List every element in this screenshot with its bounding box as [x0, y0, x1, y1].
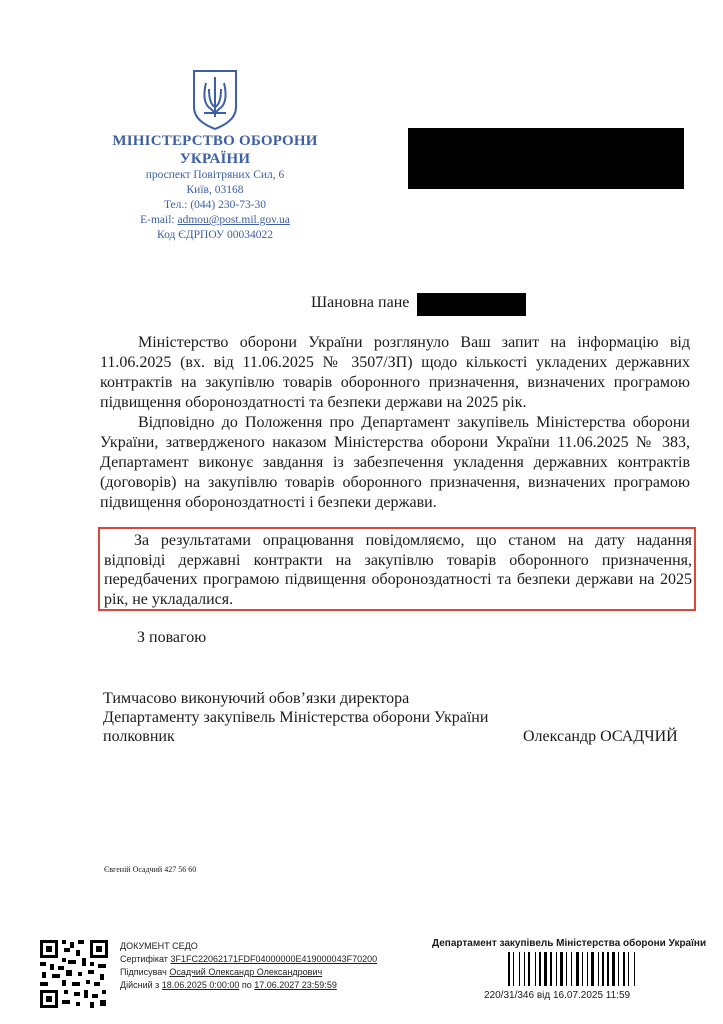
body-paragraph-3 — [104, 531, 692, 609]
edo-certificate — [120, 953, 377, 966]
edo-signer — [120, 966, 377, 979]
edo-block — [120, 940, 377, 992]
address-street: проспект Повітряних Сил, 6 — [145, 169, 285, 181]
cert-value: 3F1FC22062171FDF04000000E419000043F70200 — [170, 954, 378, 964]
signer-label: Підписувач — [120, 967, 170, 977]
edrpou-code: Код ЄДРПОУ 00034022 — [156, 229, 274, 241]
executor-note: Євгеній Осадчий 427 56 60 — [104, 865, 197, 874]
recipient-name-redaction — [417, 293, 526, 316]
cert-label: Сертифікат — [120, 954, 171, 964]
signature-block — [103, 689, 488, 746]
edo-validity — [120, 979, 377, 992]
recipient-redaction — [408, 128, 684, 189]
closing: З повагою — [137, 629, 207, 646]
valid-to-label: по — [239, 980, 255, 990]
stamp-department: Департамент закупівель Міністерства оборони України — [432, 938, 707, 949]
valid-from: 18.06.2025 0:00:00 — [161, 980, 240, 990]
salutation — [311, 294, 409, 312]
ministry-name-line1: МІНІСТЕРСТВО ОБОРОНИ — [112, 133, 318, 149]
registration-number: 220/31/346 від 16.07.2025 11:59 — [484, 990, 631, 1001]
body-paragraph-2: Відповідно до Положення про Департамент закупівель Міністерства оборони України, затвердженого наказом Міністерства оборони України 11.06.2025 № 383, Департамент виконує завдання із забезпечення укладення державних контрактів (договорів) на закупівлю товарів оборонного призначення, визначених програмою підвищення обороноздатності і безпеки держави. — [100, 414, 690, 511]
valid-to: 17.06.2027 23:59:59 — [254, 980, 337, 990]
phone-number: Тел.: (044) 230-73-30 — [163, 199, 267, 211]
letter-body — [100, 333, 690, 513]
signer-value: Осадчий Олександр Олександрович — [169, 967, 323, 977]
address-city: Київ, 03168 — [186, 184, 244, 196]
salutation-text: Шановна пане — [311, 294, 410, 311]
email-label: E-mail: — [140, 214, 178, 226]
signature-rank: полковник — [103, 728, 175, 745]
ministry-name-line2: УКРАЇНИ — [179, 151, 251, 167]
signatory-name: Олександр ОСАДЧИЙ — [523, 728, 678, 745]
letterhead — [110, 70, 320, 243]
barcode — [508, 952, 660, 986]
qr-code-icon — [38, 938, 110, 1010]
signature-title-line2: Департаменту закупівель Міністерства оборони України — [103, 709, 489, 726]
email-line — [110, 213, 320, 228]
signature-title-line1: Тимчасово виконуючий обов’язки директора — [103, 690, 410, 707]
qr-code — [38, 938, 110, 1010]
edo-title: ДОКУМЕНТ СЕДО — [120, 941, 198, 951]
email-link[interactable]: admou@post.mil.gov.ua — [177, 214, 290, 226]
valid-label: Дійсний з — [120, 980, 162, 990]
body-paragraph-1: Міністерство оборони України розглянуло Ваш запит на інформацію від 11.06.2025 (вх. від 11.06.2025 № 3507/ЗП) щодо кількості укладених державних контрактів на закупівлю товарів оборонного призначення, визначених програмою підвищення обороноздатності та безпеки держави на 2025 рік. — [100, 334, 690, 411]
highlighted-text: За результатами опрацювання повідомляємо, що станом на дату надання відповіді державні контракти на закупівлю товарів оборонного призначення, передбачених програмою підвищення обороноздатності та безпеки держави на 2025 рік, не укладалися. — [104, 532, 692, 608]
barcode-icon — [508, 952, 660, 986]
